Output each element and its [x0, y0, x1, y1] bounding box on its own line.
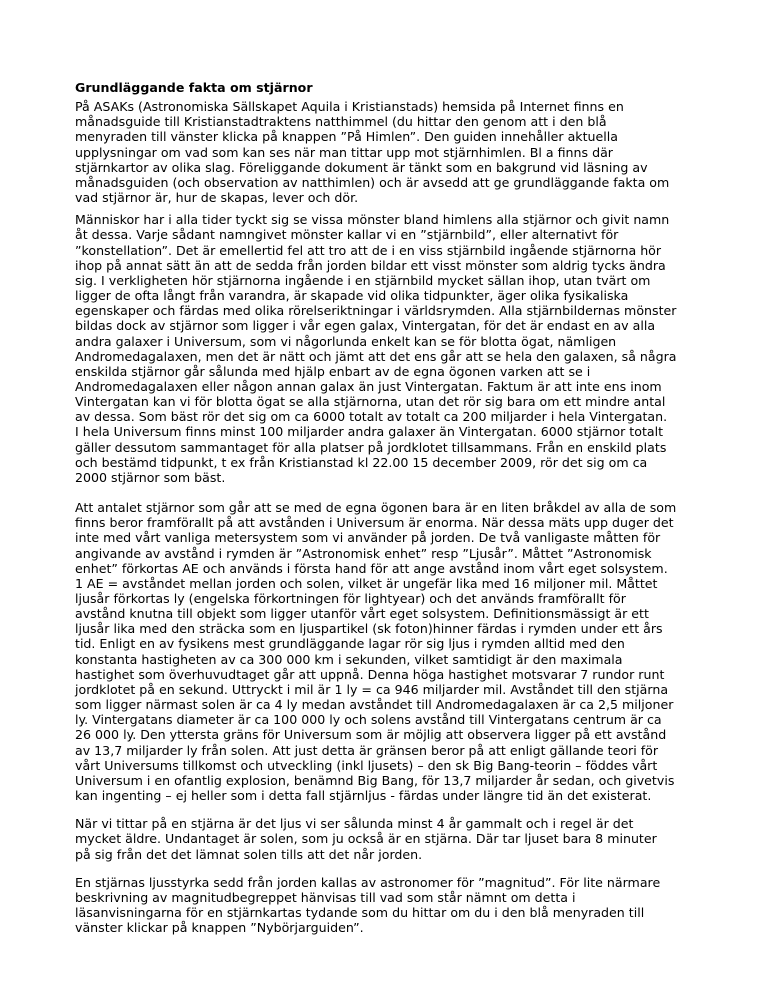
- document-title: Grundläggande fakta om stjärnor: [75, 80, 313, 95]
- document-page: [75, 80, 693, 942]
- paragraph-starlight-age: När vi tittar på en stjärna är det ljus vi ser sålunda minst 4 år gammalt och i regel är det mycket äldre. Undantaget är solen, som ju också är en stjärna. Där tar ljuset bara 8 minuter på sig från det det lämnat solen tills att det når jorden.: [75, 816, 657, 862]
- paragraph-distances: Att antalet stjärnor som går att se med de egna ögonen bara är en liten bråkdel av alla de som finns beror framförallt på att avstånden i Universum är enorma. När dessa mäts upp duger det inte med vårt vanliga metersystem som vi använder på jorden. De två vanligaste måtten för angivande av avstånd i rymden är ”Astronomisk enhet” resp ”Ljusår”. Måttet ”Astronomisk enhet” förkortas AE och används i första hand för att ange avstånd inom vårt eget solsystem. 1 AE = avståndet mellan jorden och solen, vilket är ungefär lika med 16 miljoner mil. Måttet ljusår förkortas ly (engelska förkortningen för lightyear) och det används framförallt för avstånd knutna till objekt som ligger utanför vårt eget solsystem. Definitionsmässigt är ett ljusår lika med den sträcka som en ljuspartikel (sk foton)hinner färdas i rymden under ett års tid. Enligt en av fysikens mest grundläggande lagar rör sig ljus i rymden alltid med den konstanta hastigheten av ca 300 000 km i sekunden, vilket samtidigt är den maximala hastighet som överhuvudtaget går att uppnå. Denna höga hastighet motsvarar 7 rundor runt jordklotet på en sekund. Uttryckt i mil är 1 ly = ca 946 miljarder mil. Avståndet till den stjärna som ligger närmast solen är ca 4 ly medan avståndet till Andromedagalaxen är ca 2,5 miljoner ly. Vintergatans diameter är ca 100 000 ly och solens avstånd till Vintergatans centrum är ca 26 000 ly. Den yttersta gräns för Universum som är möjlig att observera ligger på ett avstånd av 13,7 miljarder ly från solen. Att just detta är gränsen beror på att enligt gällande teori för vårt Universums tillkomst och utveckling (inkl ljusets) – den sk Big Bang-teorin – föddes vårt Universum i en ofantlig explosion, benämnd Big Bang, för 13,7 miljarder år sedan, och givetvis kan ingenting – ej heller som i detta fall stjärnljus - färdas under längre tid än det existerat.: [75, 500, 677, 804]
- paragraph-magnitude: En stjärnas ljusstyrka sedd från jorden kallas av astronomer för ”magnitud”. För lite närmare beskrivning av magnitudbegreppet hänvisas till vad som står nämnt om detta i läsanvisningarna för en stjärnkartas tydande som du hittar om du i den blå menyraden till vänster klickar på knappen ”Nybörjarguiden”.: [75, 874, 661, 936]
- paragraph-intro: På ASAKs (Astronomiska Sällskapet Aquila i Kristianstads) hemsida på Internet finns en månadsguide till Kristianstadtraktens natthimmel (du hittar den genom att i den blå menyraden till vänster klicka på knappen ”På Himlen”. Den guiden innehåller aktuella upplysningar om vad som kan ses när man tittar upp mot stjärnhimlen. Bl a finns där stjärnkartor av olika slag. Föreliggande dokument är tänkt som en bakgrund vid läsning av månadsguiden (och observation av natthimlen) och är avsedd att ge grundläggande fakta om vad stjärnor är, hur de skapas, lever och dör.: [75, 99, 670, 206]
- paragraph-constellations: Människor har i alla tider tyckt sig se vissa mönster bland himlens alla stjärnor och givit namn åt dessa. Varje sådant namngivet mönster kallar vi en ”stjärnbild”, eller alternativt för ”konstellation”. Det är emellertid fel att tro att de i en viss stjärnbild ingående stjärnorna hör ihop på annat sätt än att de sedda från jorden bildar ett visst mönster som aldrig tycks ändra sig. I verkligheten hör stjärnorna ingående i en stjärnbild mycket sällan ihop, utan tvärt om ligger de ofta långt från varandra, är skapade vid olika tidpunkter, äger olika fysikaliska egenskaper och färdas med olika rörelseriktningar i världsrymden. Alla stjärnbildernas mönster bildas dock av stjärnor som ligger i vår egen galax, Vintergatan, för det är endast en av alla andra galaxer i Universum, som vi någorlunda enkelt kan se för blotta ögat, nämligen Andromedagalaxen, men det är nätt och jämt att det ens går att se hela den galaxen, så några enskilda stjärnor går sålunda med hjälp enbart av de egna ögonen varken att se i Andromedagalaxen eller någon annan galax än just Vintergatan. Faktum är att inte ens inom Vintergatan kan vi för blotta ögat se alla stjärnorna, utan det rör sig bara om ett mindre antal av dessa. Som bäst rör det sig om ca 6000 totalt av totalt ca 200 miljarder i hela Vintergatan. I hela Universum finns minst 100 miljarder andra galaxer än Vintergatan. 6000 stjärnor totalt gäller dessutom sammantaget för alla platser på jordklotet tillsammans. Från en enskild plats och bestämd tidpunkt, t ex från Kristianstad kl 22.00 15 december 2009, rör det sig om ca 2000 stjärnor som bäst.: [75, 212, 677, 485]
